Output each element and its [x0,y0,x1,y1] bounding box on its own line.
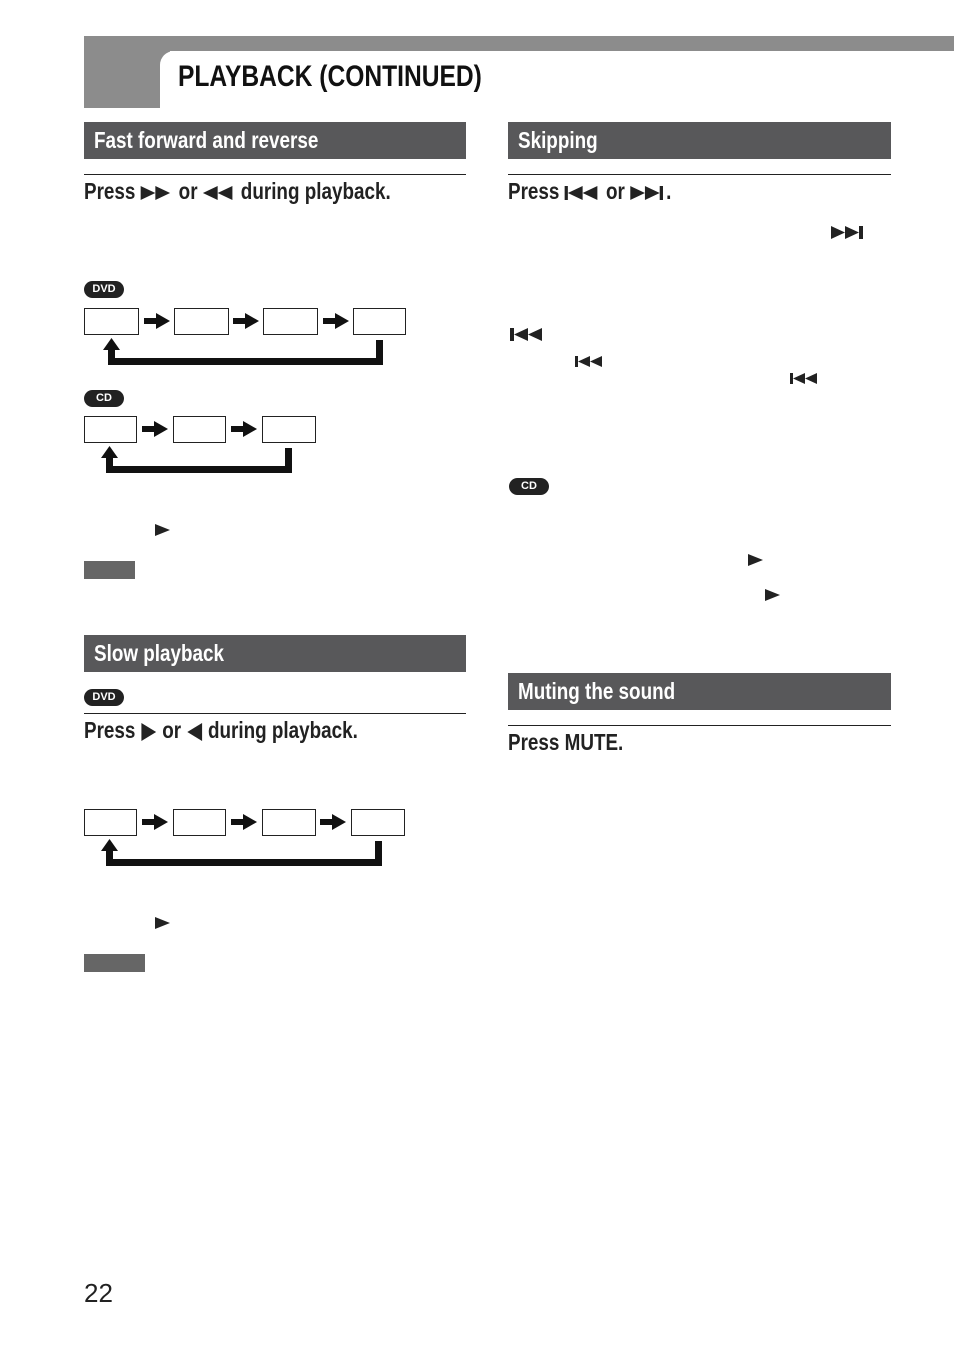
section-heading-text: Slow playback [94,640,224,666]
skip-forward-icon [630,185,666,201]
header-bar [84,36,954,51]
skip-forward-icon [831,226,865,239]
cd-badge: CD [84,390,124,407]
dvd-badge: DVD [84,281,124,298]
skip-instruction [508,178,671,205]
or-label: or [605,178,625,204]
period: . [666,178,672,204]
press-label: Press [84,178,136,204]
play-icon [765,589,781,601]
header-tab [84,36,170,108]
skip-back-icon [510,328,544,341]
note-bar [84,954,145,972]
or-label: or [162,717,182,743]
dvd-badge: DVD [84,689,124,706]
note-bar [84,561,135,579]
dvd-speed-diagram [84,306,414,368]
slow-forward-icon [141,723,157,741]
press-label: Press [508,178,560,204]
section-heading-skipping [508,122,891,159]
section-heading-slow-playback [84,635,466,672]
during-label: during playback. [240,178,391,204]
rewind-icon [203,185,236,201]
section-heading-text: Skipping [518,127,598,153]
slow-instruction [84,717,358,744]
ff-instruction [84,178,391,205]
page-title: PLAYBACK (CONTINUED) [178,60,482,93]
divider [508,725,891,726]
play-icon [155,524,171,536]
press-label: Press [84,717,136,743]
divider [84,174,466,175]
skip-back-icon [575,356,603,367]
play-icon [155,917,171,929]
or-label: or [178,178,198,204]
cd-badge: CD [509,478,549,495]
slow-reverse-icon [186,723,202,741]
fast-forward-icon [141,185,174,201]
section-heading-fast-forward [84,122,466,159]
play-icon [748,554,764,566]
slow-speed-diagram [84,807,414,869]
cd-speed-diagram [84,414,324,476]
skip-back-icon [790,373,818,384]
skip-back-icon [565,185,601,201]
section-heading-muting [508,673,891,710]
during-label: during playback. [208,717,358,743]
divider [508,174,891,175]
divider [84,713,466,714]
page-number: 22 [84,1278,113,1308]
section-heading-text: Muting the sound [518,678,676,704]
section-heading-text: Fast forward and reverse [94,127,319,153]
mute-instruction: Press MUTE. [508,729,624,755]
